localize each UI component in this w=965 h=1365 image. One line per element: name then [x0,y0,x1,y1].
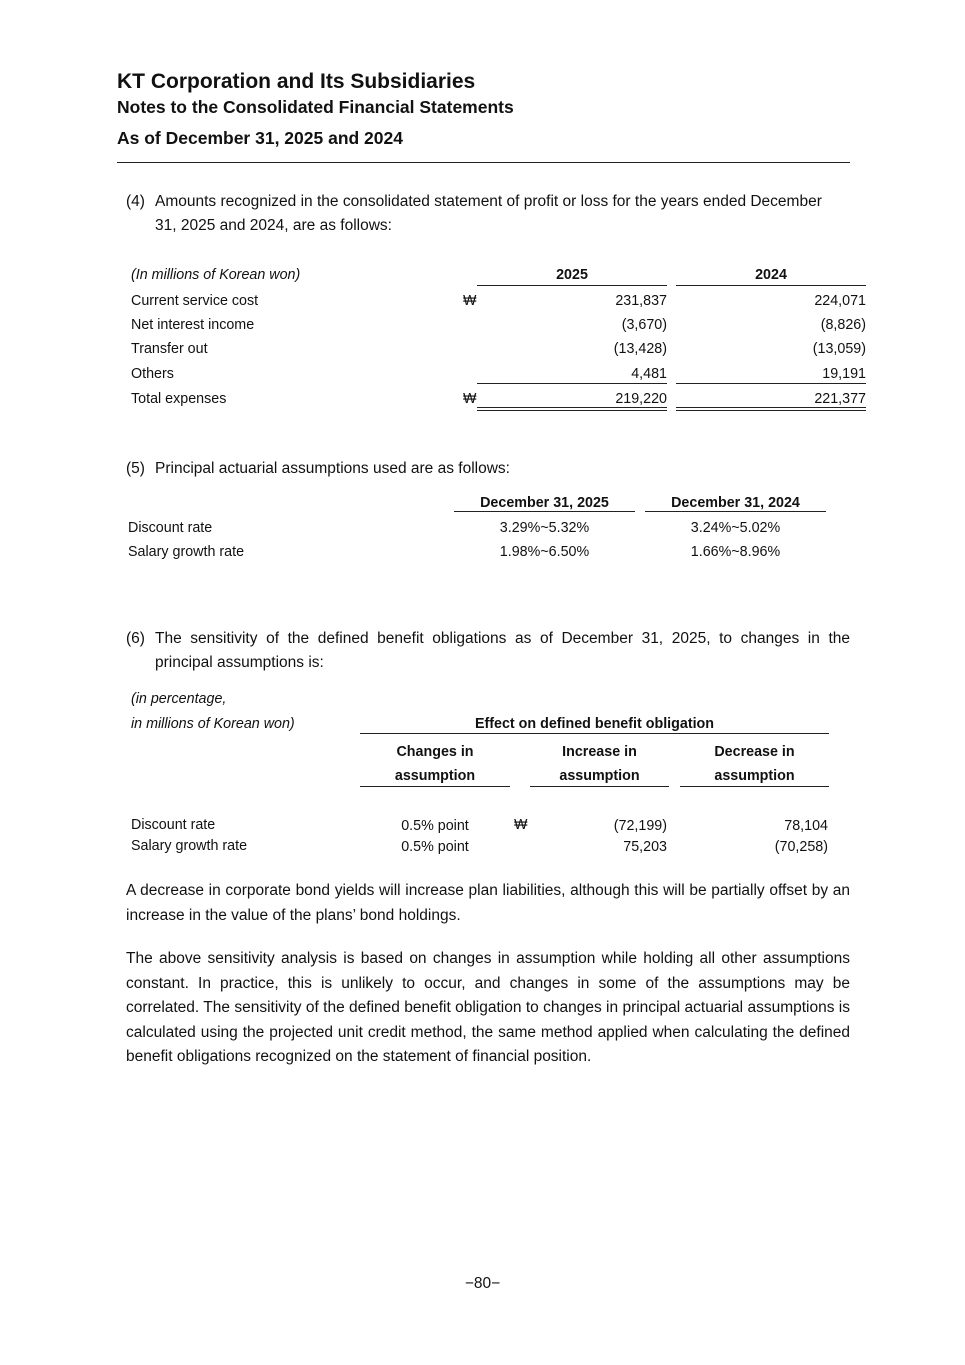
col-decrease-line2: assumption [714,768,795,784]
subtotal-rule [676,383,866,384]
col-decrease-line1: Decrease in [714,744,795,760]
section4-col-2025: 2025 [556,267,588,283]
total-double-rule [676,407,866,411]
col-increase-line1: Increase in [562,744,637,760]
table-row-label: Discount rate [131,817,216,833]
section4-number: (4) [126,193,145,210]
table-cell: 1.98%~6.50% [499,544,590,560]
table-cell-2024: (13,059) [812,341,866,357]
section4-col-2024: 2024 [755,267,787,283]
currency-symbol: ₩ [463,391,477,407]
col-underline [360,786,510,787]
table-cell-2025: (13,428) [613,341,667,357]
section5-col-underline [454,511,635,512]
section4-text-line2: 31, 2025 and 2024, are as follows: [155,217,392,234]
paragraph-sensitivity-analysis: The above sensitivity analysis is based on changes in assumption while holding all other assumptions constant. In practice, this is unlikely to occur, and changes in some of the assumptions may be correlated. The sensitivity of the defined benefit obligation to changes in principal actuarial assumptions is calculated using the projected unit credit method, the same method applied when calculating the defined benefit obligations recognized on the statement of financial position. [126,950,850,1065]
table-row-label: Discount rate [128,520,213,536]
section5-col-underline [645,511,826,512]
col-changes-line1: Changes in [396,744,474,760]
table-cell-2024: 221,377 [814,391,866,407]
table-cell-increase: 75,203 [623,839,667,855]
table-cell-2025: 231,837 [615,293,667,309]
currency-symbol: ₩ [463,293,477,309]
section6-text-line1: The sensitivity of the defined benefit obligations as of December 31, 2025, to changes in the [155,630,850,647]
col-changes-line2: assumption [394,768,476,784]
table-cell-2025: 219,220 [615,391,667,407]
table-row-label: Current service cost [131,293,259,309]
section6-number: (6) [126,630,145,647]
table-cell-change: 0.5% point [401,818,469,834]
table-row-label: Salary growth rate [131,838,248,854]
table-cell-2024: 224,071 [814,293,866,309]
total-double-rule [477,407,667,411]
table-row-label: Transfer out [131,341,208,357]
table-row-label: Others [131,366,174,382]
group-header-rule [360,733,829,734]
table-cell-2024: (8,826) [820,317,866,333]
section5-text: Principal actuarial assumptions used are as follows: [155,460,510,477]
section5-col-2025: December 31, 2025 [480,495,609,511]
section4-unit: (In millions of Korean won) [131,267,301,283]
col-underline [530,786,669,787]
table-row-label: Total expenses [131,391,227,407]
col-increase-line2: assumption [559,768,640,784]
report-subtitle: Notes to the Consolidated Financial Statements [117,97,514,117]
table-cell-increase: (72,199) [613,818,667,834]
table-cell-2024: 19,191 [822,366,866,382]
section4-text-line1: Amounts recognized in the consolidated statement of profit or loss for the years ended December [155,193,822,210]
report-period: As of December 31, 2025 and 2024 [117,128,403,148]
table-cell: 3.29%~5.32% [499,520,590,536]
section6-group-header: Effect on defined benefit obligation [474,716,715,732]
section4-col-2024-underline [676,285,866,286]
table-cell-2025: (3,670) [621,317,667,333]
table-cell-decrease: 78,104 [784,818,828,834]
table-cell-2025: 4,481 [631,366,667,382]
section4-col-2025-underline [477,285,667,286]
header-divider [117,162,850,163]
paragraph-bond-yields: A decrease in corporate bond yields will increase plan liabilities, although this will be partially offset by an increase in the value of the plans’ bond holdings. [126,882,850,924]
section6-unit-line2: in millions of Korean won) [131,716,295,732]
company-title: KT Corporation and Its Subsidiaries [117,70,476,93]
section5-number: (5) [126,460,145,477]
table-cell-decrease: (70,258) [774,839,828,855]
table-row-label: Salary growth rate [128,544,245,560]
table-cell: 1.66%~8.96% [690,544,781,560]
page-number: −80− [464,1275,501,1292]
section6-unit-line1: (in percentage, [131,691,227,707]
table-row-label: Net interest income [131,317,255,333]
subtotal-rule [477,383,667,384]
table-cell: 3.24%~5.02% [690,520,781,536]
section5-col-2024: December 31, 2024 [671,495,800,511]
table-cell-change: 0.5% point [401,839,469,855]
section6-text-line2: principal assumptions is: [155,654,324,671]
col-underline [680,786,829,787]
currency-symbol: ₩ [514,817,528,833]
